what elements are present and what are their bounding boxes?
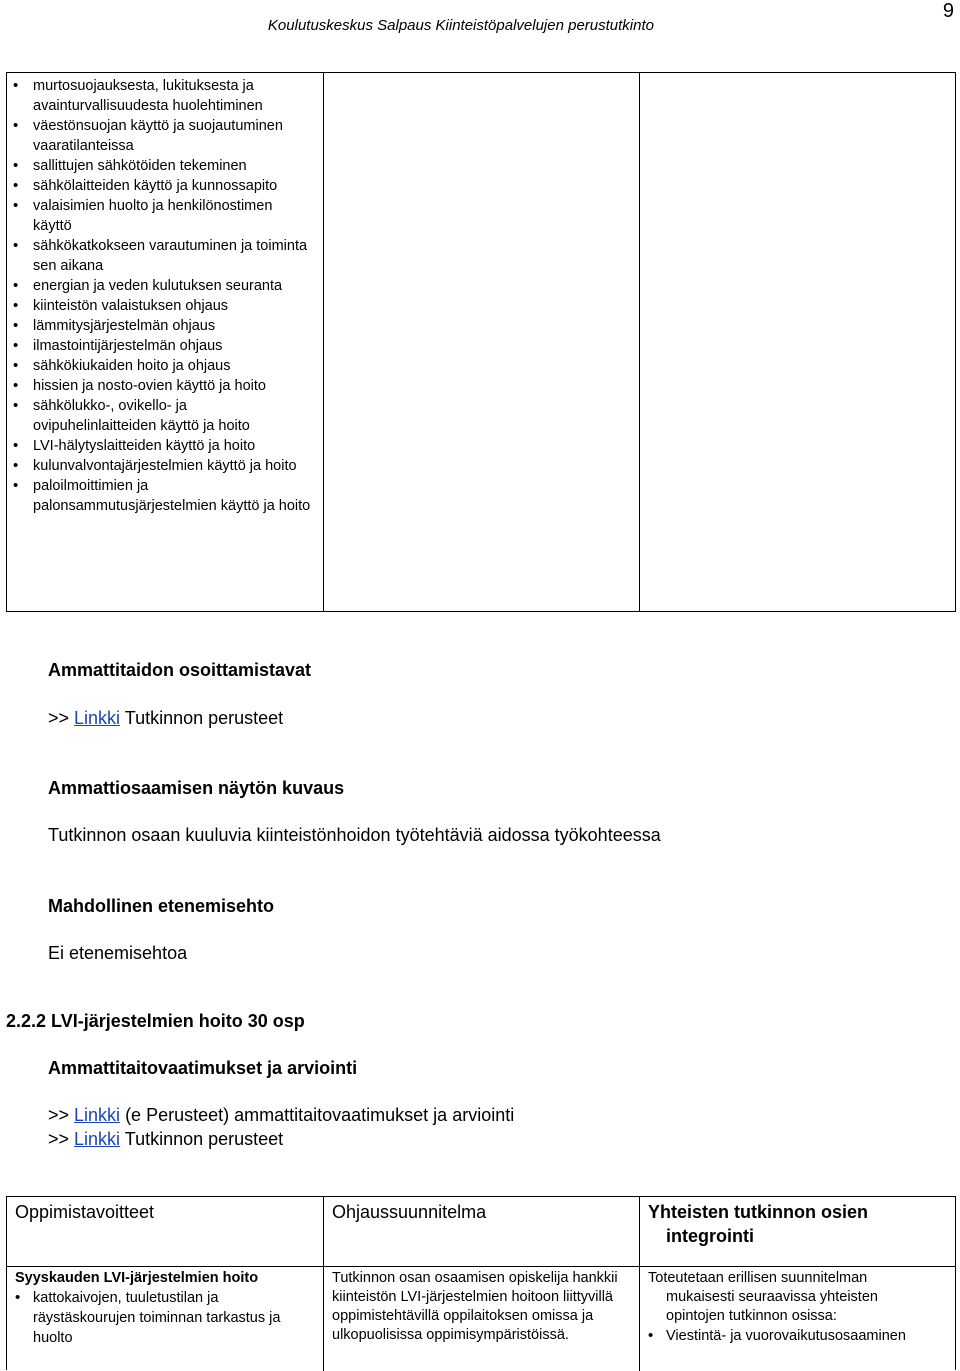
list-item: • paloilmoittimien ja palonsammutusjärjestelmien käyttö ja hoito <box>7 476 323 516</box>
cell-title: Syyskauden LVI-järjestelmien hoito <box>15 1270 259 1286</box>
integration-line-1: Toteutetaan erillisen suunnitelman <box>648 1270 868 1286</box>
header-integration-line-2: integrointi <box>666 1226 754 1246</box>
link-prefix: >> <box>48 1129 75 1149</box>
link-prefix: >> <box>48 708 75 728</box>
list-item: • murtosuojauksesta, lukituksesta ja avainturvallisuudesta huolehtiminen <box>7 76 323 116</box>
link-description: (e Perusteet) ammattitaitovaatimukset ja arviointi <box>120 1105 515 1125</box>
list-item: • kulunvalvontajärjestelmien käyttö ja hoito <box>7 456 323 476</box>
list-item: • Viestintä- ja vuorovaikutusosaaminen <box>648 1326 947 1346</box>
demo-methods-heading: Ammattitaidon osoittamistavat <box>48 660 312 680</box>
table-row <box>7 1267 955 1371</box>
table-header-row <box>7 1197 955 1267</box>
link-prefix: >> <box>48 1105 75 1125</box>
goal-list <box>15 1288 315 1348</box>
cell-learning-goals <box>7 1267 323 1371</box>
link-e-perusteet[interactable]: Linkki <box>74 1105 121 1125</box>
progress-text: Ei etenemisehtoa <box>48 943 188 963</box>
skills-demo-heading: Ammattiosaamisen näytön kuvaus <box>48 778 345 798</box>
cell-guidance-plan: Tutkinnon osan osaamisen opiskelija hankkii kiinteistön LVI-järjestelmien hoitoon liittyvillä oppimistehtävillä oppilaitoksen omissa ja ulkopuolisissa oppimisympäristöissä. <box>323 1267 639 1371</box>
cell-integration <box>639 1267 955 1371</box>
skills-demo-text: Tutkinnon osaan kuuluvia kiinteistönhoidon työtehtäviä aidossa työkohteessa <box>48 825 661 845</box>
link-tutkinnon-perusteet[interactable]: Linkki <box>74 708 121 728</box>
link-tutkinnon-perusteet-2[interactable]: Linkki <box>74 1129 121 1149</box>
requirements-link-line-2 <box>48 1127 283 1151</box>
header-integration-line-1: Yhteisten tutkinnon osien <box>648 1202 869 1222</box>
header-cell-integration <box>639 1197 955 1266</box>
running-header: Koulutuskeskus Salpaus Kiinteistöpalvelujen perustutkinto <box>267 17 654 34</box>
list-item: • sähkökiukaiden hoito ja ohjaus <box>7 356 323 376</box>
progress-heading: Mahdollinen etenemisehto <box>48 896 275 916</box>
requirements-link-line-1 <box>48 1103 514 1127</box>
table-column-guidance-plan <box>323 73 639 611</box>
link-description: Tutkinnon perusteet <box>120 708 284 728</box>
integration-line-3: opintojen tutkinnon osissa: <box>666 1308 837 1324</box>
page-number: 9 <box>942 0 954 22</box>
list-item: • LVI-hälytyslaitteiden käyttö ja hoito <box>7 436 323 456</box>
list-item: • energian ja veden kulutuksen seuranta <box>7 276 323 296</box>
list-item: • sähkölukko-, ovikello- ja ovipuhelinlaitteiden käyttö ja hoito <box>7 396 323 436</box>
list-item: • lämmitysjärjestelmän ohjaus <box>7 316 323 336</box>
list-item: • valaisimien huolto ja henkilönostimen käyttö <box>7 196 323 236</box>
table-column-integration <box>639 73 955 611</box>
integration-list <box>648 1326 947 1346</box>
list-item: • ilmastointijärjestelmän ohjaus <box>7 336 323 356</box>
list-item: • sähkökatkokseen varautuminen ja toiminta sen aikana <box>7 236 323 276</box>
list-item: • sallittujen sähkötöiden tekeminen <box>7 156 323 176</box>
task-list <box>7 73 323 516</box>
header-cell-learning-goals: Oppimistavoitteet <box>15 1202 155 1222</box>
requirements-heading: Ammattitaitovaatimukset ja arviointi <box>48 1058 358 1078</box>
list-item: • sähkölaitteiden käyttö ja kunnossapito <box>7 176 323 196</box>
list-item: • kiinteistön valaistuksen ohjaus <box>7 296 323 316</box>
link-description: Tutkinnon perusteet <box>120 1129 284 1149</box>
competence-table-continuation <box>6 72 956 612</box>
header-cell-guidance-plan: Ohjaussuunnitelma <box>323 1197 639 1266</box>
demo-methods-line <box>48 706 283 730</box>
integration-line-2: mukaisesti seuraavissa yhteisten <box>666 1289 878 1305</box>
unit-plan-table <box>6 1196 956 1370</box>
table-column-learning-goals <box>7 73 323 611</box>
list-item: • hissien ja nosto-ovien käyttö ja hoito <box>7 376 323 396</box>
list-item: • väestönsuojan käyttö ja suojautuminen vaaratilanteissa <box>7 116 323 156</box>
list-item: • kattokaivojen, tuuletustilan ja räystäskourujen toiminnan tarkastus ja huolto <box>15 1288 315 1348</box>
unit-title: 2.2.2 LVI-järjestelmien hoito 30 osp <box>6 1011 305 1031</box>
